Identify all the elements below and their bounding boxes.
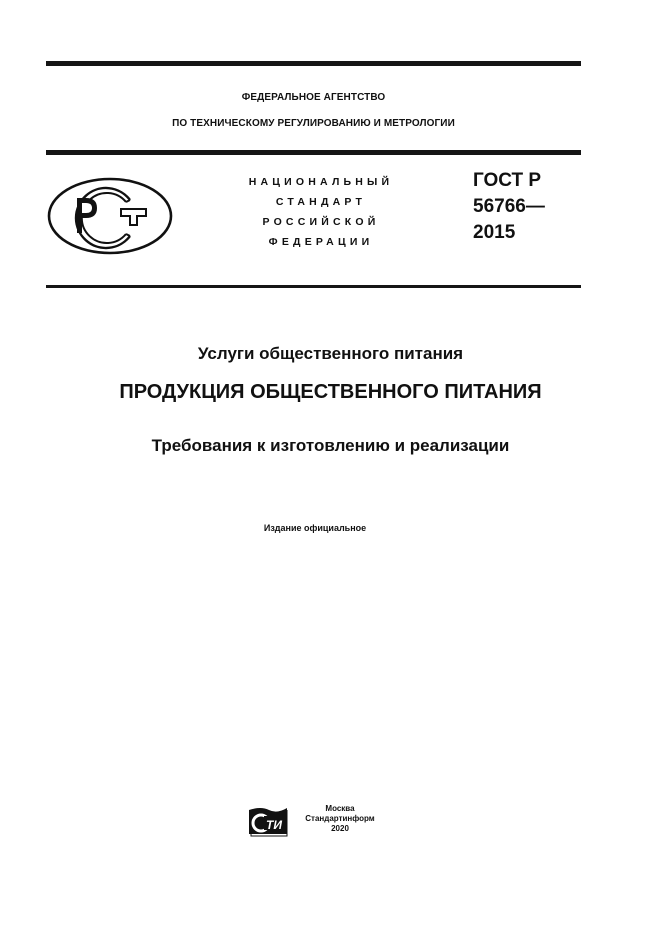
standard-designation	[473, 168, 545, 246]
national-standard-line: ФЕДЕРАЦИИ	[268, 236, 374, 248]
national-standard-line: СТАНДАРТ	[275, 196, 367, 208]
publisher-year: 2020	[331, 824, 349, 833]
national-standard-label	[232, 172, 410, 252]
national-standard-line: НАЦИОНАЛЬНЫЙ	[248, 176, 394, 188]
bottom-rule	[46, 285, 581, 288]
agency-name-line-1: ФЕДЕРАЛЬНОЕ АГЕНТСТВО	[241, 92, 386, 103]
publisher-city: Москва	[325, 804, 355, 813]
title-category: Услуги общественного питания	[197, 344, 464, 363]
designation-line: 2015	[473, 222, 516, 243]
edition-label: Издание официальное	[263, 523, 367, 533]
svg-text:ТИ: ТИ	[266, 818, 282, 832]
agency-name-line-2: ПО ТЕХНИЧЕСКОМУ РЕГУЛИРОВАНИЮ И МЕТРОЛОГИИ	[172, 118, 455, 129]
designation-line: 56766—	[473, 196, 545, 217]
standartinform-logo-icon	[247, 804, 289, 838]
national-standard-line: РОССИЙСКОЙ	[262, 216, 380, 228]
title-main: ПРОДУКЦИЯ ОБЩЕСТВЕННОГО ПИТАНИЯ	[119, 381, 542, 403]
publisher-name: Стандартинформ	[305, 814, 375, 823]
publisher-info	[294, 804, 386, 834]
gost-r-logo-icon	[46, 176, 174, 256]
title-subtitle: Требования к изготовлению и реализации	[151, 436, 510, 455]
middle-rule	[46, 150, 581, 155]
designation-line: ГОСТ Р	[473, 170, 542, 191]
top-rule	[46, 61, 581, 66]
